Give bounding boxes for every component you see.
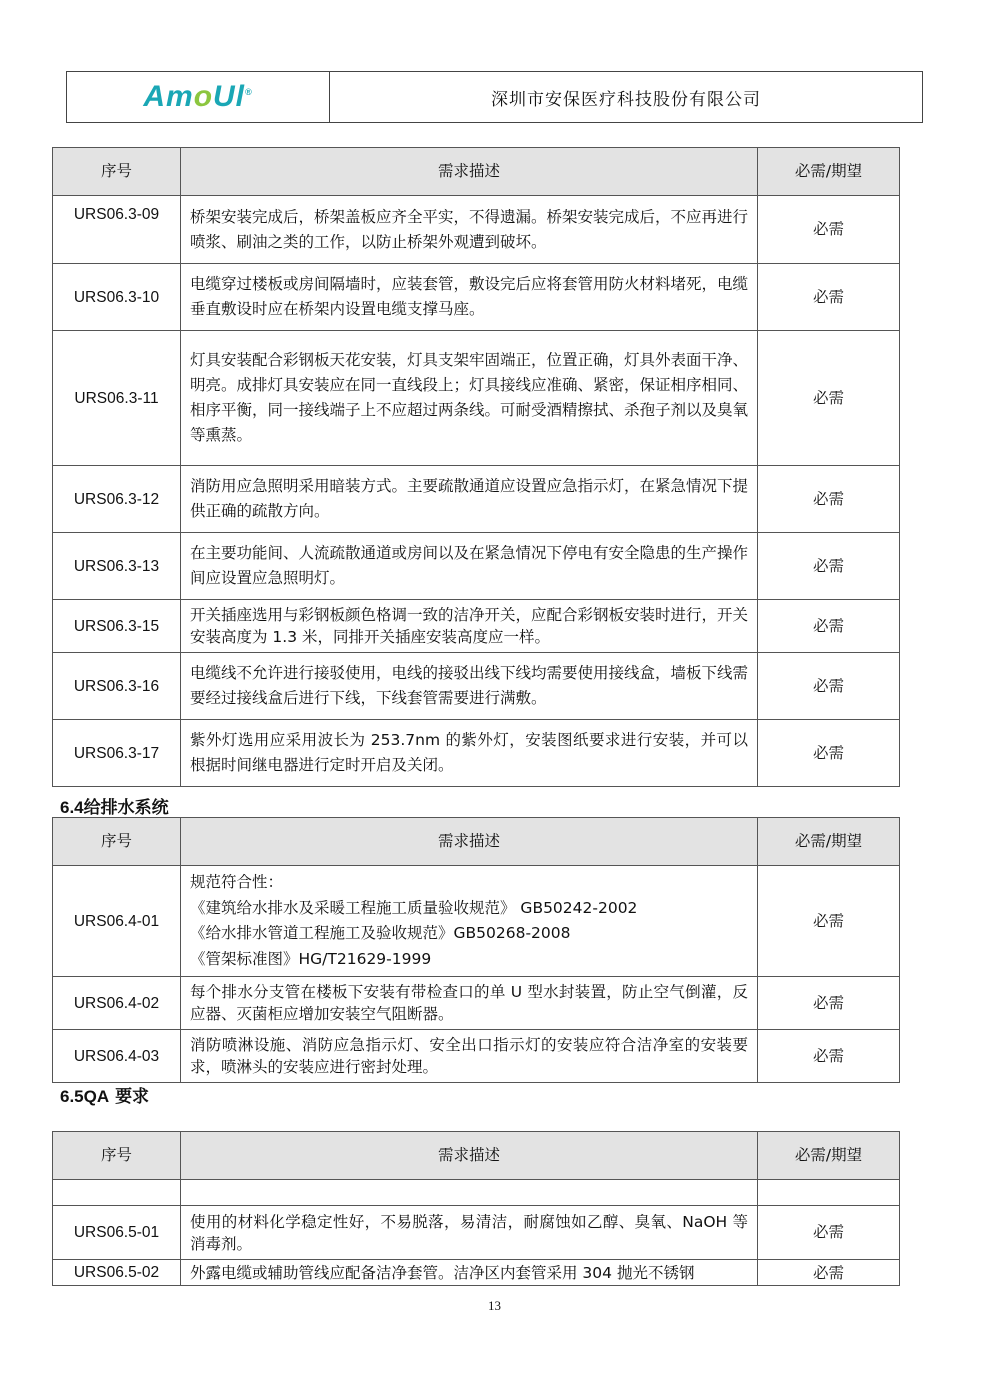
col-header-desc: 需求描述 xyxy=(181,148,758,196)
req-id: URS06.3-10 xyxy=(53,264,181,331)
col-header-desc: 需求描述 xyxy=(181,818,758,866)
table-row xyxy=(53,533,900,600)
req-level: 必需 xyxy=(758,533,900,600)
req-desc: 电缆穿过楼板或房间隔墙时，应装套管，敷设完后应将套管用防火材料堵死，电缆垂直敷设时应在桥架内设置电缆支撑马座。 xyxy=(181,264,758,331)
table-row xyxy=(53,1206,900,1260)
req-id: URS06.3-15 xyxy=(53,600,181,653)
req-level: 必需 xyxy=(758,977,900,1030)
req-level: 必需 xyxy=(758,1206,900,1260)
section-number: 6.4 xyxy=(60,798,84,817)
logo-cell xyxy=(67,72,330,122)
col-header-id: 序号 xyxy=(53,1132,181,1180)
req-level xyxy=(758,1180,900,1206)
req-desc xyxy=(181,866,758,977)
section-number: 6.5QA xyxy=(60,1087,110,1106)
section-title-text: 要求 xyxy=(115,1087,150,1107)
req-desc: 消防喷淋设施、消防应急指示灯、安全出口指示灯的安装应符合洁净室的安装要求，喷淋头的安装应进行密封处理。 xyxy=(181,1030,758,1083)
section-heading-6-4 xyxy=(60,793,169,818)
req-desc: 桥架安装完成后，桥架盖板应齐全平实，不得遗漏。桥架安装完成后，不应再进行喷浆、刷油之类的工作，以防止桥架外观遭到破坏。 xyxy=(181,196,758,264)
req-desc xyxy=(181,1180,758,1206)
desc-line: 《管架标准图》HG/T21629-1999 xyxy=(190,949,432,968)
req-id: URS06.3-17 xyxy=(53,720,181,787)
page-header xyxy=(66,71,923,123)
req-desc: 消防用应急照明采用暗装方式。主要疏散通道应设置应急指示灯，在紧急情况下提供正确的疏散方向。 xyxy=(181,466,758,533)
req-id: URS06.5-02 xyxy=(53,1260,181,1286)
col-header-level: 必需/期望 xyxy=(758,148,900,196)
req-level: 必需 xyxy=(758,331,900,466)
section-title-text: 给排水系统 xyxy=(83,798,169,818)
req-desc: 每个排水分支管在楼板下安装有带检查口的单 U 型水封装置，防止空气倒灌，反应器、灭菌柜应增加安装空气阻断器。 xyxy=(181,977,758,1030)
table-header-row xyxy=(53,148,900,196)
req-level: 必需 xyxy=(758,466,900,533)
req-desc: 紫外灯选用应采用波长为 253.7nm 的紫外灯，安装图纸要求进行安装，并可以根据时间继电器进行定时开启及关闭。 xyxy=(181,720,758,787)
req-level: 必需 xyxy=(758,600,900,653)
table-row xyxy=(53,1030,900,1083)
req-desc: 灯具安装配合彩钢板天花安装，灯具支架牢固端正，位置正确，灯具外表面干净、明亮。成排灯具安装应在同一直线段上；灯具接线应准确、紧密，保证相序相同、相序平衡，同一接线端子上不应超过两条线。可耐受酒精擦拭、杀孢子剂以及臭氧等熏蒸。 xyxy=(181,331,758,466)
req-id: URS06.5-01 xyxy=(53,1206,181,1260)
req-level: 必需 xyxy=(758,196,900,264)
req-id: URS06.3-11 xyxy=(53,331,181,466)
company-name: 深圳市安保医疗科技股份有限公司 xyxy=(491,89,761,110)
req-id: URS06.3-13 xyxy=(53,533,181,600)
table-row xyxy=(53,196,900,264)
col-header-level: 必需/期望 xyxy=(758,1132,900,1180)
req-desc: 外露电缆或辅助管线应配备洁净套管。洁净区内套管采用 304 抛光不锈钢 xyxy=(181,1260,758,1286)
desc-line: 《给水排水管道工程施工及验收规范》GB50268-2008 xyxy=(190,924,571,942)
table-row xyxy=(53,264,900,331)
req-desc: 开关插座选用与彩钢板颜色格调一致的洁净开关，应配合彩钢板安装时进行，开关安装高度为 1.3 米，同排开关插座安装高度应一样。 xyxy=(181,600,758,653)
req-level: 必需 xyxy=(758,264,900,331)
req-id: URS06.4-03 xyxy=(53,1030,181,1083)
table-header-row xyxy=(53,818,900,866)
table-row xyxy=(53,600,900,653)
req-id: URS06.4-01 xyxy=(53,866,181,977)
req-level: 必需 xyxy=(758,1030,900,1083)
col-header-level: 必需/期望 xyxy=(758,818,900,866)
req-id: URS06.3-16 xyxy=(53,653,181,720)
table-row xyxy=(53,1260,900,1286)
section-heading-6-5 xyxy=(60,1082,149,1107)
desc-line: 规范符合性： xyxy=(190,873,284,891)
table-row xyxy=(53,466,900,533)
req-level: 必需 xyxy=(758,720,900,787)
req-level: 必需 xyxy=(758,653,900,720)
req-id: URS06.4-02 xyxy=(53,977,181,1030)
page-number: 13 xyxy=(488,1298,501,1313)
requirements-table-6-5 xyxy=(52,1131,900,1286)
desc-line: 《建筑给水排水及采暖工程施工质量验收规范》 GB50242-2002 xyxy=(190,898,638,917)
req-id xyxy=(53,1180,181,1206)
req-level: 必需 xyxy=(758,1260,900,1286)
table-row xyxy=(53,331,900,466)
req-desc: 在主要功能间、人流疏散通道或房间以及在紧急情况下停电有安全隐患的生产操作间应设置应急照明灯。 xyxy=(181,533,758,600)
requirements-table-6-4 xyxy=(52,817,900,1083)
req-desc: 电缆线不允许进行接驳使用，电线的接驳出线下线均需要使用接线盒，墙板下线需要经过接线盒后进行下线，下线套管需要进行满敷。 xyxy=(181,653,758,720)
table-row xyxy=(53,720,900,787)
table-row xyxy=(53,977,900,1030)
table-row-empty xyxy=(53,1180,900,1206)
col-header-desc: 需求描述 xyxy=(181,1132,758,1180)
col-header-id: 序号 xyxy=(53,818,181,866)
req-id: URS06.3-12 xyxy=(53,466,181,533)
company-logo: AmoUl® xyxy=(143,80,253,113)
req-id: URS06.3-09 xyxy=(53,196,181,264)
table-row xyxy=(53,866,900,977)
table-row xyxy=(53,653,900,720)
req-desc: 使用的材料化学稳定性好，不易脱落，易清洁，耐腐蚀如乙醇、臭氧、NaOH 等消毒剂。 xyxy=(181,1206,758,1260)
table-header-row xyxy=(53,1132,900,1180)
requirements-table-6-3 xyxy=(52,147,900,787)
col-header-id: 序号 xyxy=(53,148,181,196)
req-level: 必需 xyxy=(758,866,900,977)
